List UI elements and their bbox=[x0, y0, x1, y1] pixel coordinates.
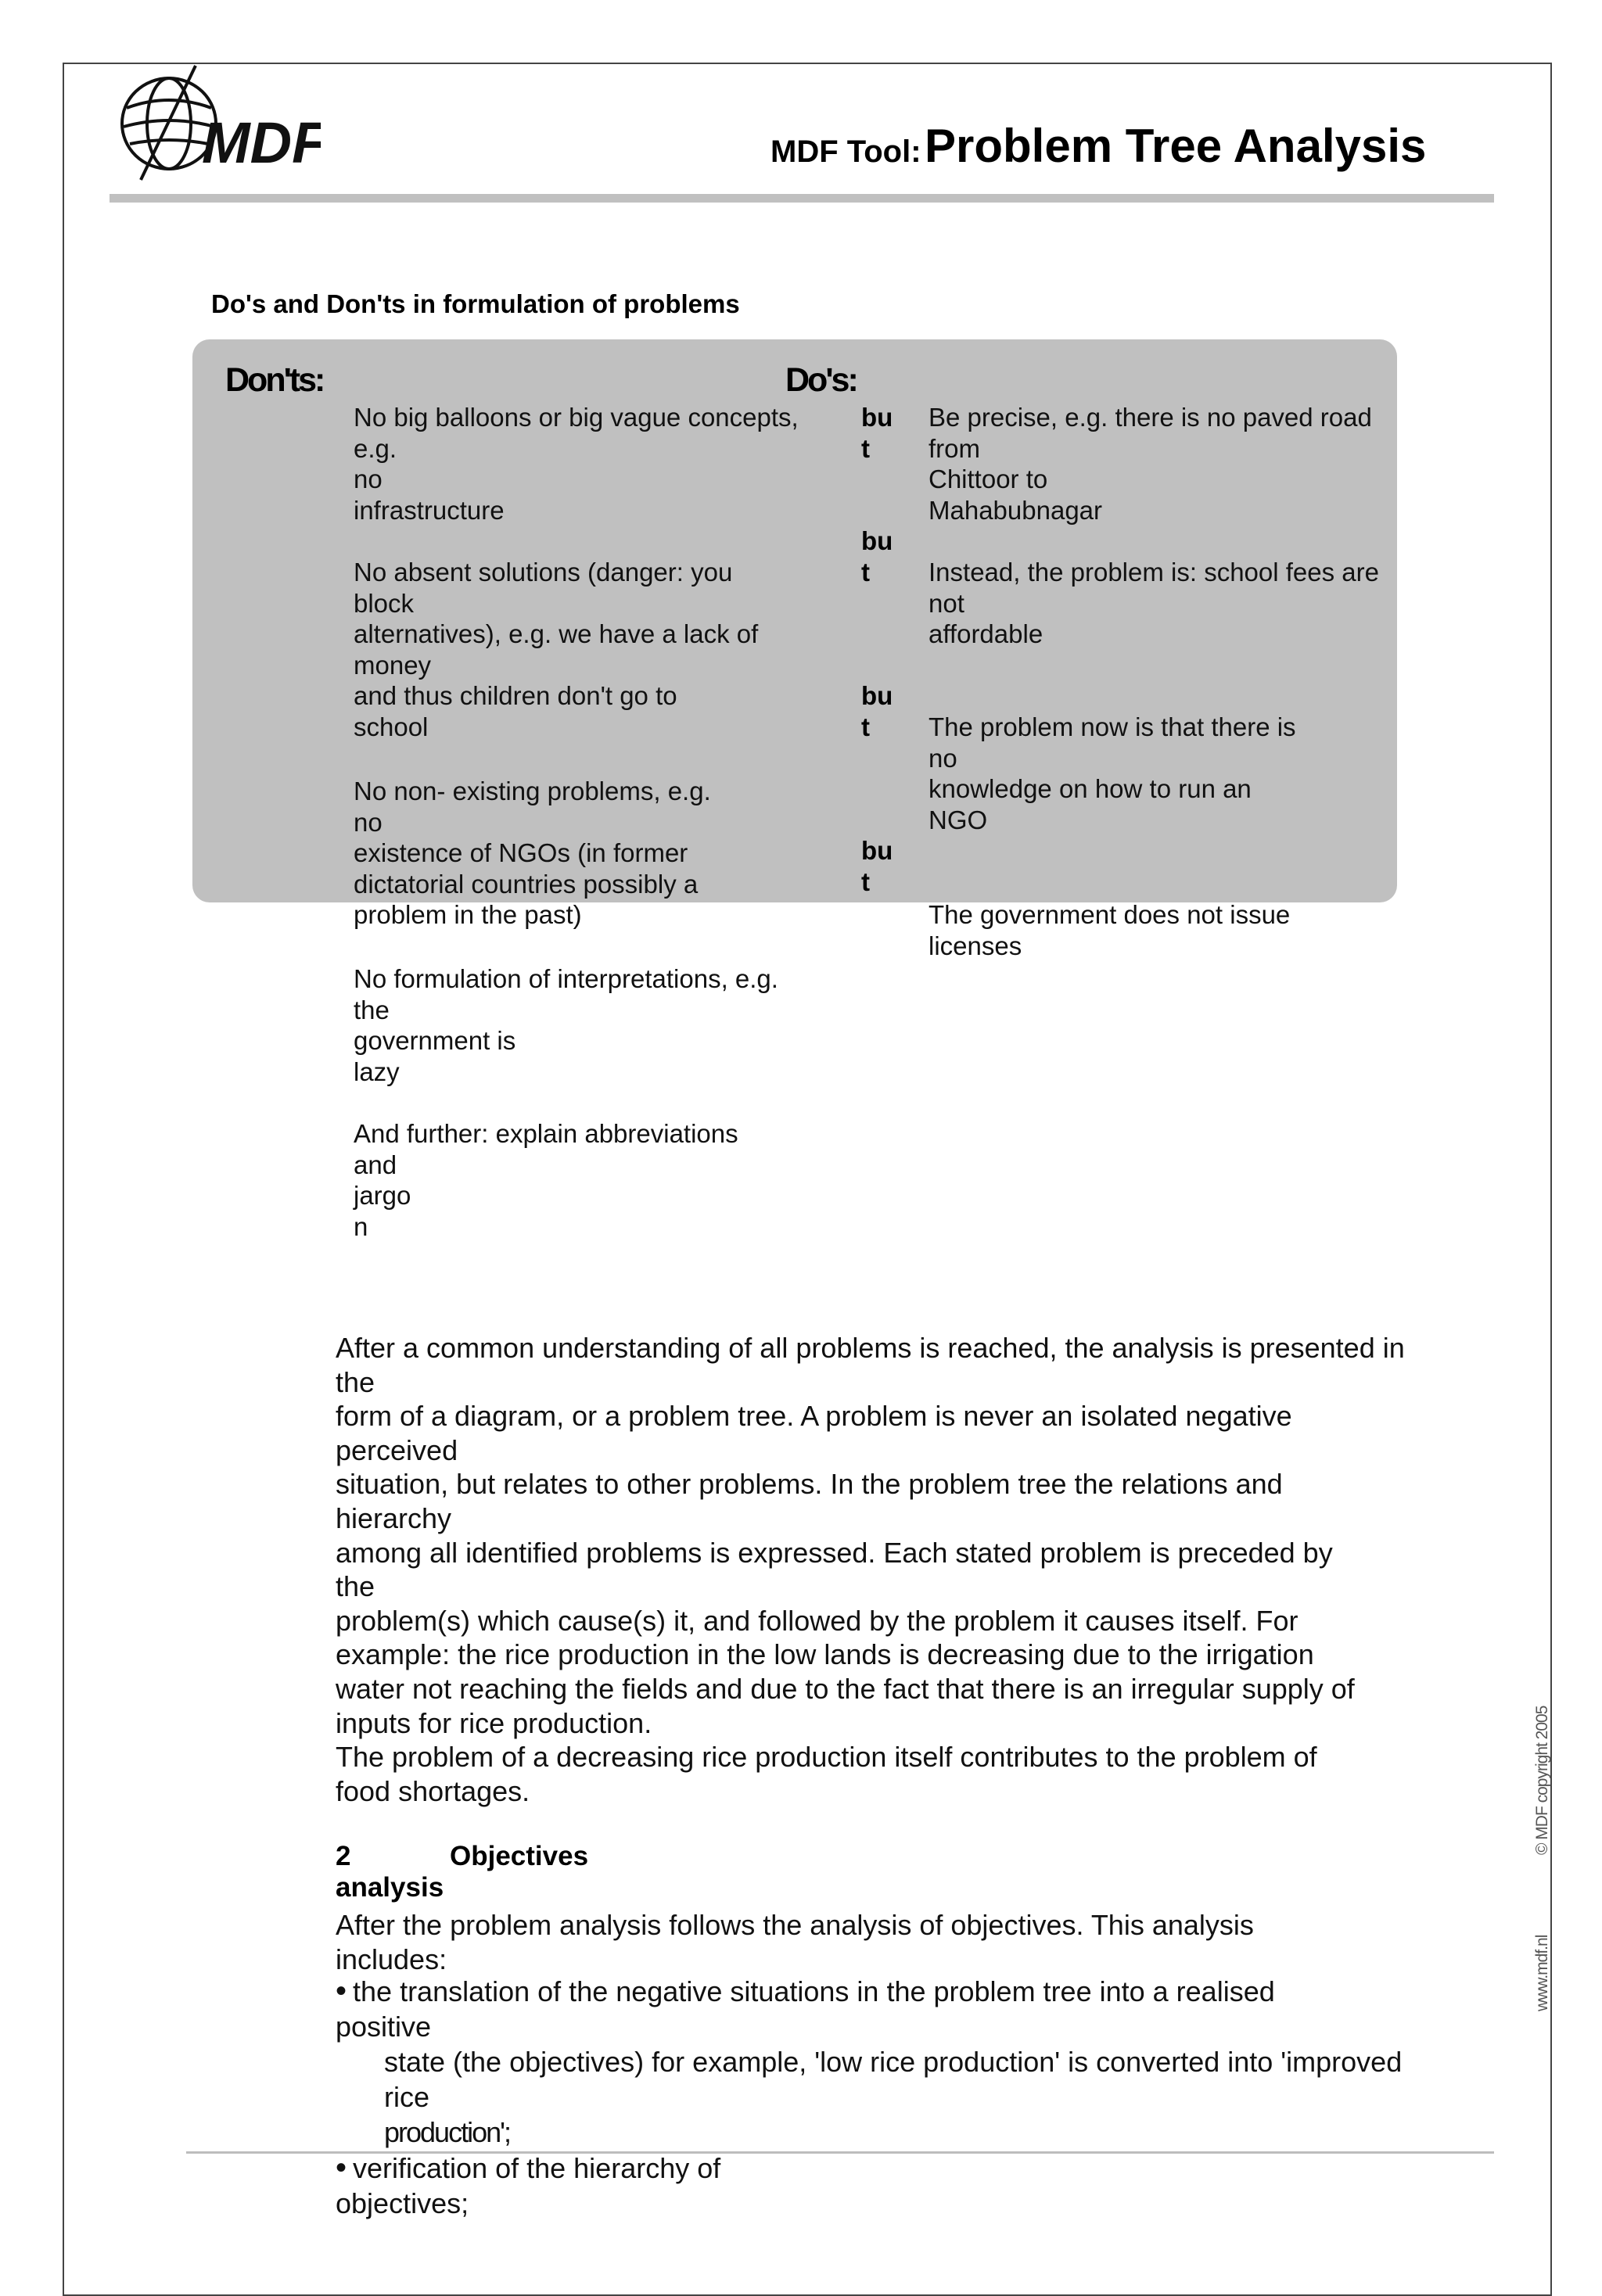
bullet-icon: • bbox=[336, 1974, 347, 2008]
mdf-logo bbox=[110, 61, 321, 186]
dos-item-1: Be precise, e.g. there is no paved road from Chittoor to Mahabubnagar bbox=[929, 403, 1372, 525]
dos-heading: Do's: bbox=[785, 361, 857, 399]
but-connector-3: bu t bbox=[861, 681, 893, 741]
copyright-notice: © MDF copyright 2005 bbox=[1533, 1706, 1551, 1855]
objectives-heading: 2 Objectives analysis bbox=[336, 1841, 589, 1903]
problem-tree-paragraph: After a common understanding of all problems is reached, the analysis is presented in the form of a diagram, or a problem tree. A problem is never an isolated negative perceived situation, but relates to other problems. In the problem tree the relations and hierarchy among all identified problems is expressed. Each stated problem is preceded by the problem(s) which cause(s) it, and followed by the problem it causes itself. For example: the rice production in the low lands is decreasing due to the irrigation water not reaching the fields and due to the fact that there is an irregular supply of inputs for rice production. The problem of a decreasing rice production itself contributes to the problem of food shortages. bbox=[336, 1332, 1405, 1807]
header-divider bbox=[110, 194, 1494, 203]
donts-item-1: No big balloons or big vague concepts, e.g. no infrastructure bbox=[354, 403, 799, 525]
objectives-bullet-1: • the translation of the negative situations in the problem tree into a realised positive state (the objectives) for example, 'low rice production' is converted into 'improved rice production'; bbox=[336, 1974, 1403, 2148]
objectives-bullet-2: • verification of the hierarchy of objectives; bbox=[336, 2151, 721, 2219]
website-link[interactable]: www.mdf.nl bbox=[1533, 1935, 1551, 2011]
title-main: Problem Tree Analysis bbox=[924, 120, 1427, 172]
but-connector-1: bu t bbox=[861, 403, 893, 463]
but-connector-2: bu t bbox=[861, 526, 893, 587]
donts-item-5: And further: explain abbreviations and jargo n bbox=[354, 1119, 738, 1241]
section-number: 2 bbox=[336, 1841, 351, 1871]
but-connector-4: bu t bbox=[861, 836, 893, 896]
donts-item-3: No non- existing problems, e.g. no existence of NGOs (in former dictatorial countries possibly a problem in the past) bbox=[354, 777, 711, 929]
donts-item-4: No formulation of interpretations, e.g. the government is lazy bbox=[354, 964, 778, 1086]
title-prefix: MDF Tool: bbox=[770, 135, 921, 169]
donts-heading: Don'ts: bbox=[225, 361, 324, 399]
section-title: Do's and Don'ts in formulation of problems bbox=[211, 289, 740, 318]
donts-item-2: No absent solutions (danger: you block alternatives), e.g. we have a lack of money and thus children don't go to school bbox=[354, 558, 759, 741]
dos-item-3: The problem now is that there is no knowledge on how to run an NGO bbox=[929, 712, 1296, 834]
logo-text: MDF bbox=[202, 110, 321, 175]
objectives-intro: After the problem analysis follows the analysis of objectives. This analysis includes: bbox=[336, 1909, 1254, 1975]
dos-item-4: The government does not issue licenses bbox=[929, 900, 1291, 960]
bullet-icon: • bbox=[336, 2151, 347, 2185]
dos-item-2: Instead, the problem is: school fees are not affordable bbox=[929, 558, 1379, 648]
page-title bbox=[770, 119, 1426, 173]
